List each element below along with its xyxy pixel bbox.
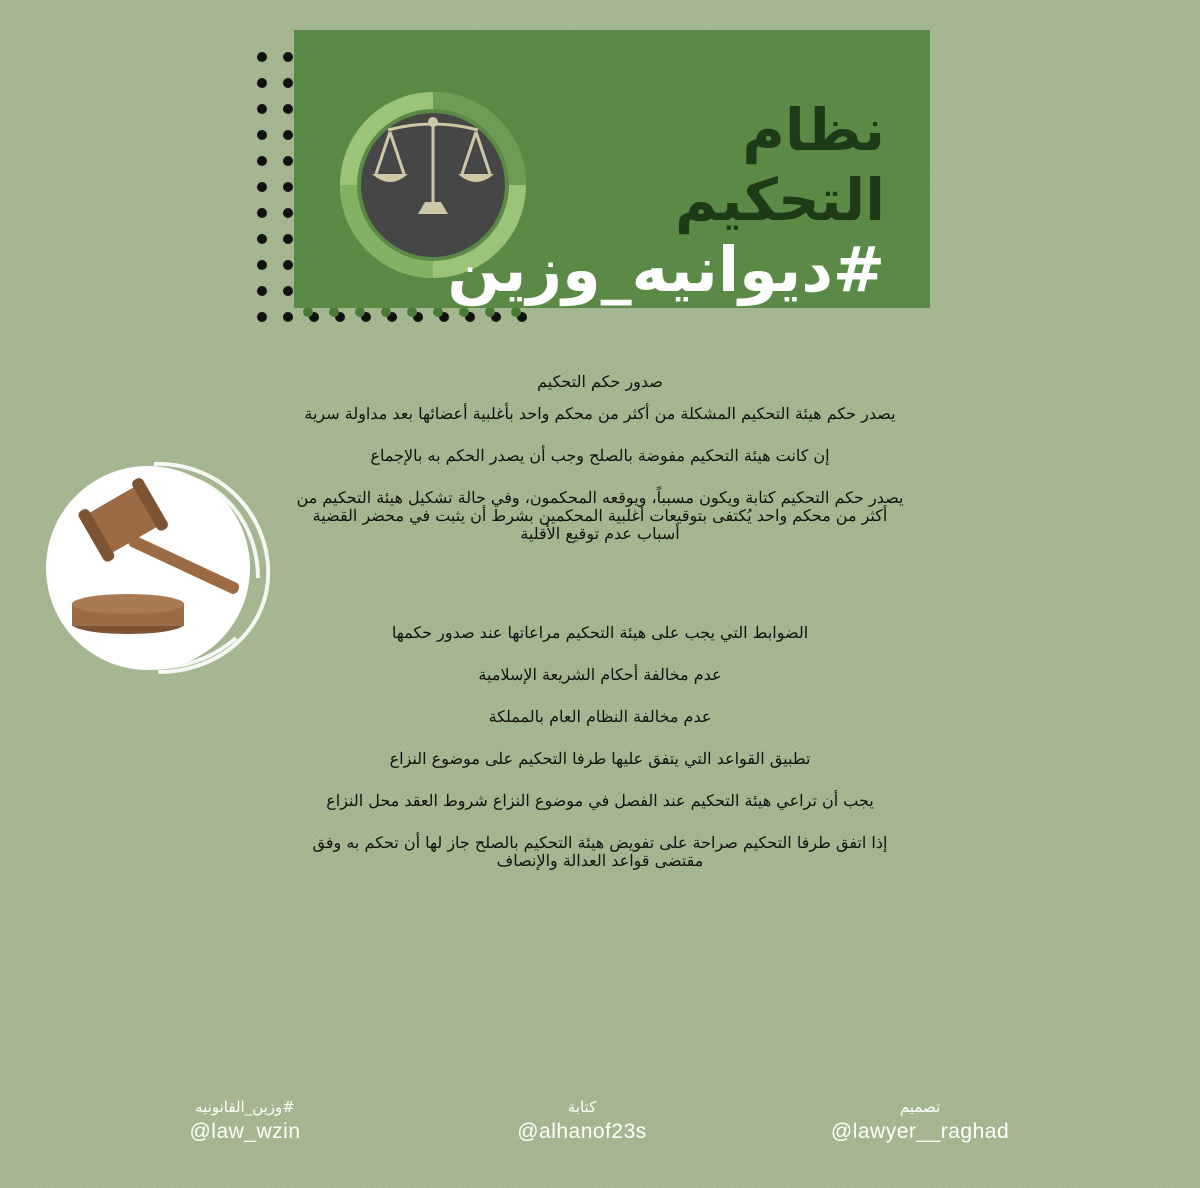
section2-paragraph: عدم مخالفة أحكام الشريعة الإسلامية: [478, 665, 722, 684]
footer-right: [790, 1098, 1050, 1144]
footer-left-label: #وزين_القانونيه: [195, 1098, 295, 1116]
section2-paragraph: يجب أن تراعي هيئة التحكيم عند الفصل في موضوع النزاع شروط العقد محل النزاع: [326, 791, 874, 810]
footer-center: [452, 1098, 712, 1144]
page-title: نظام التحكيم: [674, 96, 885, 234]
hashtag-title: #ديوانيه_وزين: [447, 233, 885, 306]
footer-left-handle[interactable]: @law_wzin: [189, 1120, 301, 1143]
footer-left: [115, 1098, 375, 1144]
section1-paragraph: يصدر حكم هيئة التحكيم المشكلة من أكثر من محكم واحد بأغلبية أعضائها بعد مداولة سرية: [304, 404, 896, 423]
footer-center-label: كتابة: [567, 1098, 597, 1116]
section2-paragraph: تطبيق القواعد التي يتفق عليها طرفا التحكيم على موضوع النزاع: [389, 749, 811, 768]
section1-paragraph: إن كانت هيئة التحكيم مفوضة بالصلح وجب أن يصدر الحكم به بالإجماع: [370, 446, 830, 465]
footer-right-handle[interactable]: @lawyer__raghad: [830, 1120, 1010, 1143]
footer-center-handle[interactable]: @alhanof23s: [517, 1120, 647, 1143]
gavel-icon: [36, 458, 276, 676]
section1-title: صدور حكم التحكيم: [537, 372, 663, 391]
title-block: [447, 95, 885, 306]
section2-paragraph: إذا اتفق طرفا التحكيم صراحة على تفويض هيئة التحكيم بالصلح جاز لها أن تحكم به وفق مقتضى قواعد العدالة والإنصاف: [312, 833, 888, 870]
section2-title: الضوابط التي يجب على هيئة التحكيم مراعاتها عند صدور حكمها: [391, 623, 809, 642]
footer-right-label: تصميم: [899, 1098, 941, 1116]
section2-paragraph: عدم مخالفة النظام العام بالمملكة: [488, 707, 712, 726]
main-content: [290, 372, 910, 894]
section1-paragraph: يصدر حكم التحكيم كتابة ويكون مسبباً، ويوقعه المحكمون، وفي حالة تشكيل هيئة التحكيم من أكثر من محكم واحد يُكتفى بتوقيعات أغلبية المحكمين بشرط أن يثبت في محضر القضية أسباب عدم توقيع الأقلية: [296, 488, 904, 543]
